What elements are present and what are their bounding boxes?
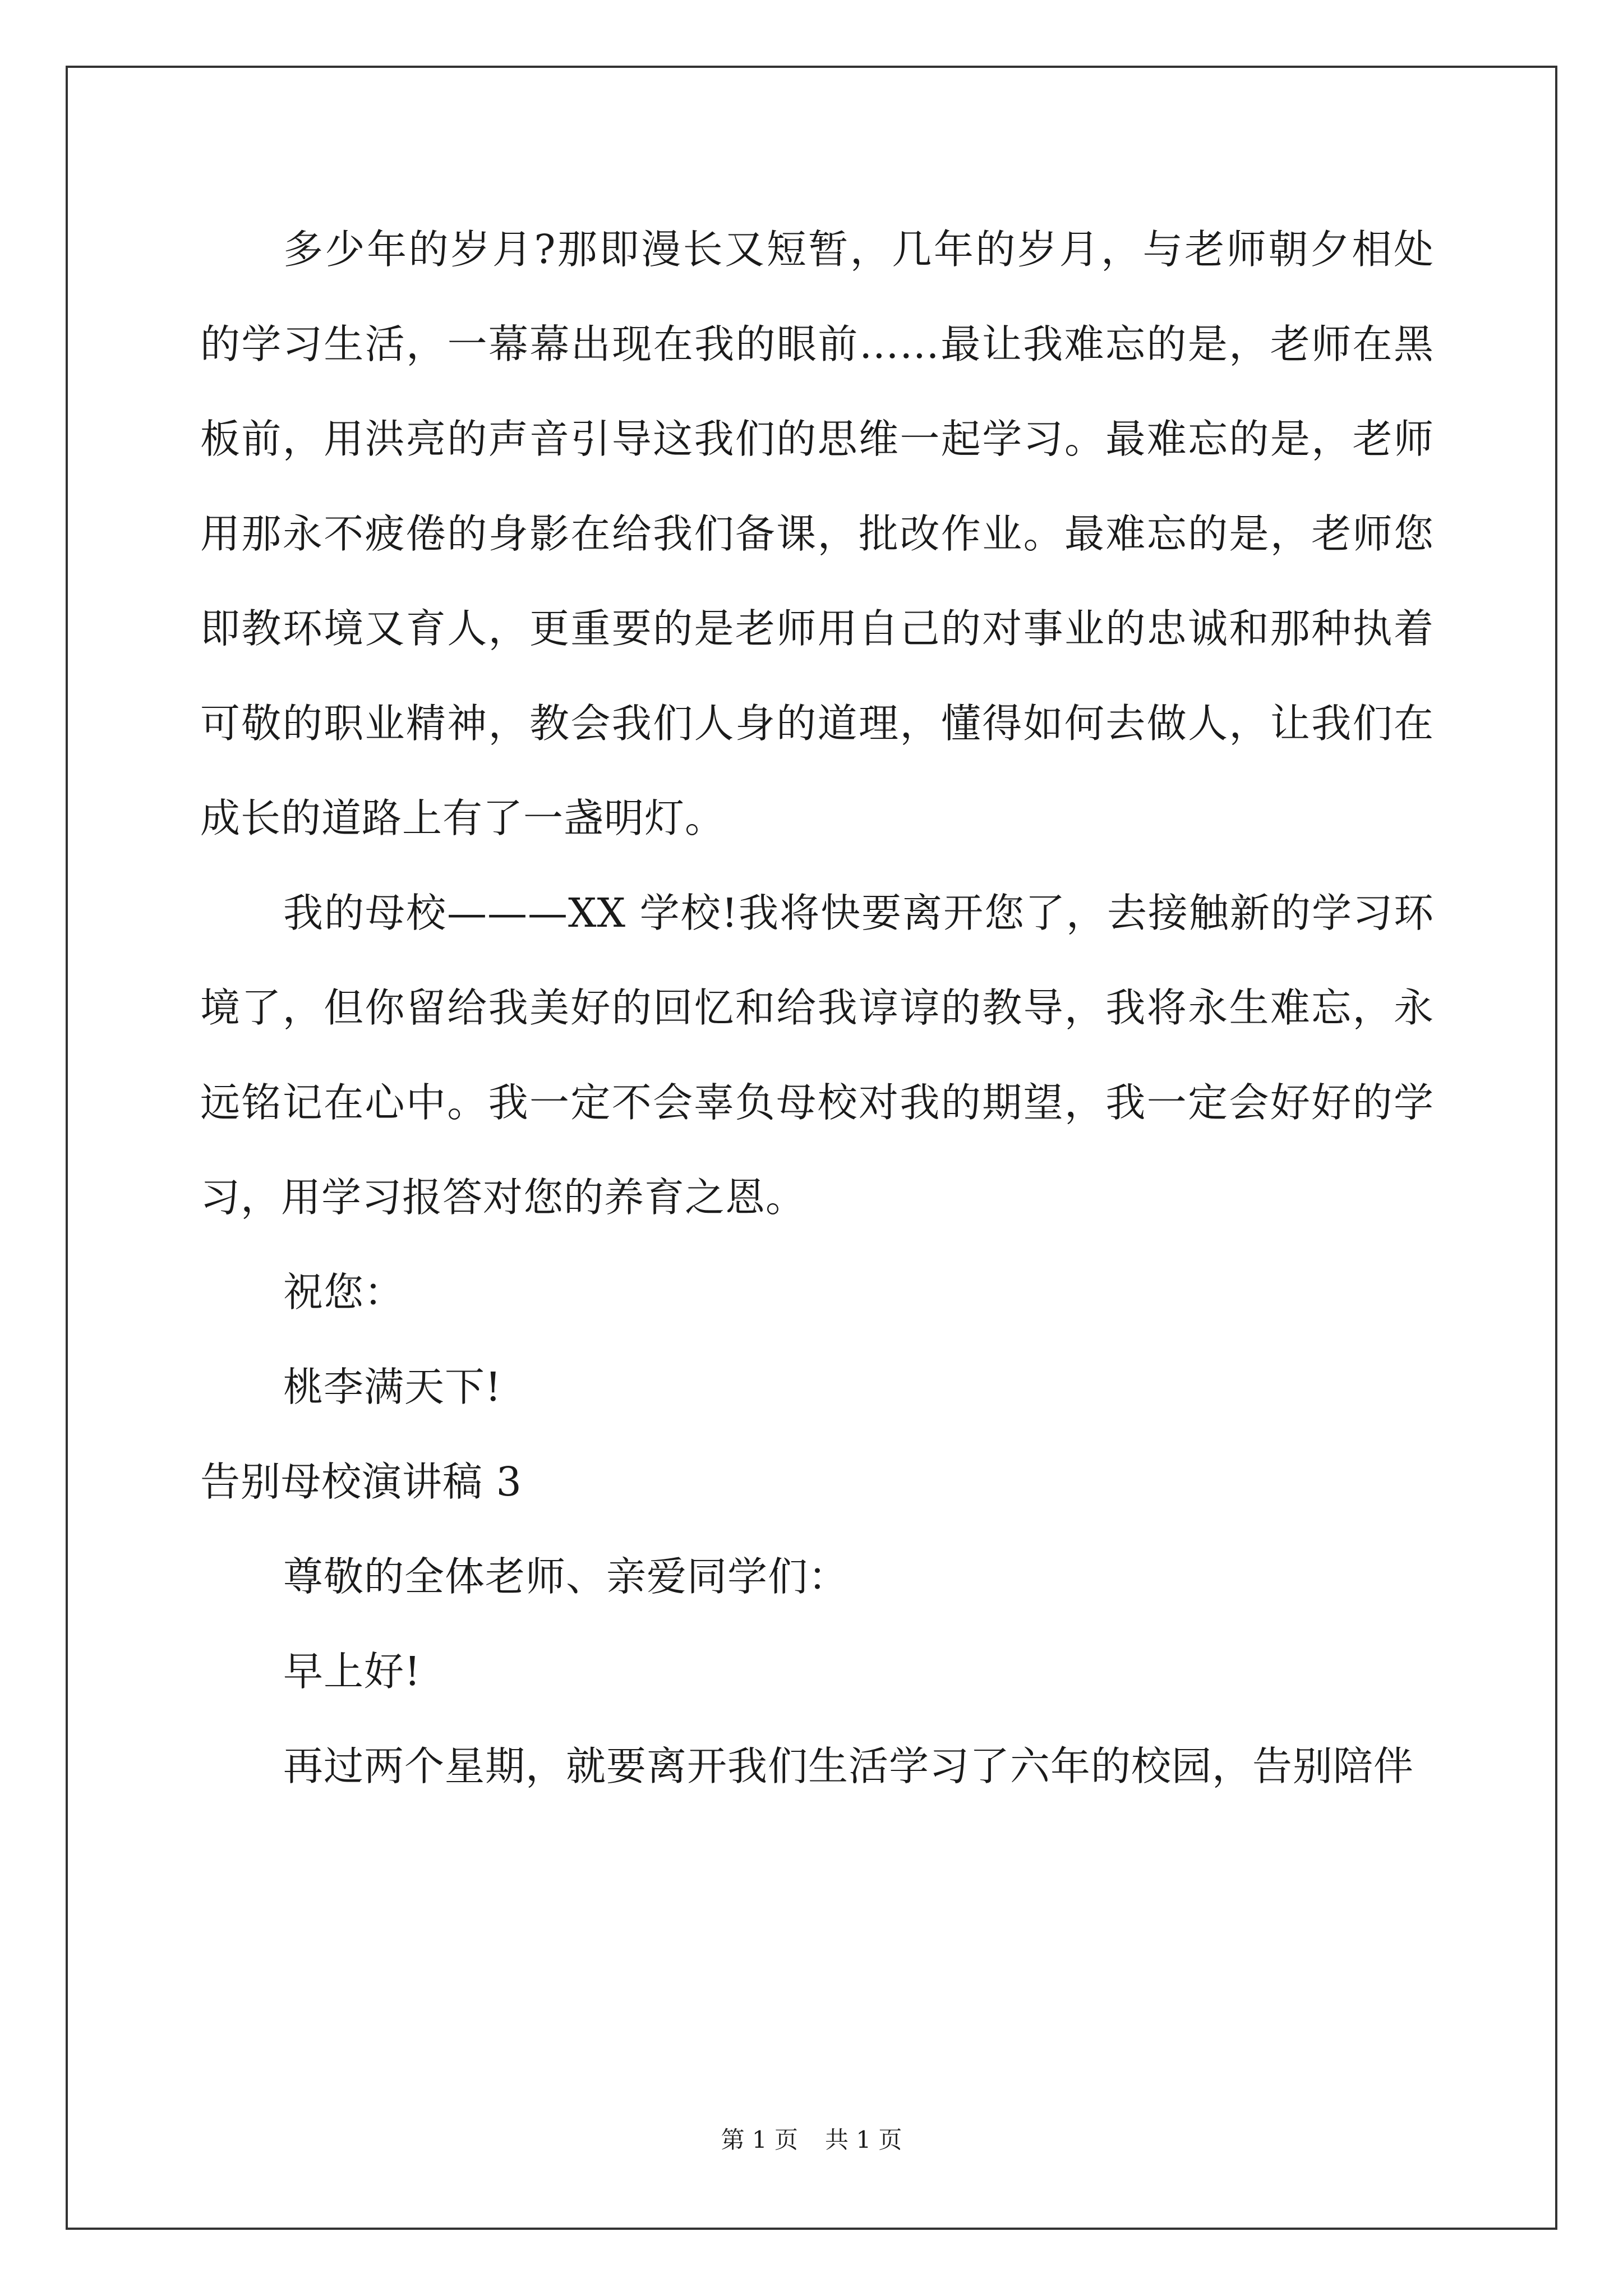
page-number: 第 1 页	[721, 2126, 798, 2154]
paragraph-greeting: 早上好!	[283, 1648, 421, 1695]
page-footer	[0, 2122, 1623, 2155]
paragraph-blessing: 桃李满天下!	[283, 1364, 502, 1410]
page-total: 共 1 页	[825, 2126, 902, 2154]
paragraph-memories: 多少年的岁月?那即漫长又短暂，几年的岁月，与老师朝夕相处的学习生活，一幕幕出现在我的眼前……最让我难忘的是，老师在黑板前，用洪亮的声音引导这我们的思维一起学习。最难忘的是，老师用那永不疲倦的身影在给我们备课，批改作业。最难忘的是，老师您即教环境又育人，更重要的是老师用自己的对事业的忠诚和那种执着可敬的职业精神，教会我们人身的道理，懂得如何去做人，让我们在成长的道路上有了一盏明灯。	[200, 226, 1434, 841]
paragraph-farewell-school: 我的母校———XX 学校!我将快要离开您了，去接触新的学习环境了，但你留给我美好的回忆和给我谆谆的教导，我将永生难忘，永远铭记在心中。我一定不会辜负母校对我的期望，我一定会好好的学习，用学习报答对您的养育之恩。	[200, 890, 1434, 1221]
paragraph-opening: 再过两个星期，就要离开我们生活学习了六年的校园，告别陪伴	[283, 1743, 1414, 1789]
paragraph-wish: 祝您：	[283, 1269, 405, 1315]
document-body	[200, 202, 1434, 1814]
section-heading: 告别母校演讲稿 3	[200, 1458, 522, 1505]
paragraph-salutation: 尊敬的全体老师、亲爱同学们：	[283, 1553, 849, 1600]
